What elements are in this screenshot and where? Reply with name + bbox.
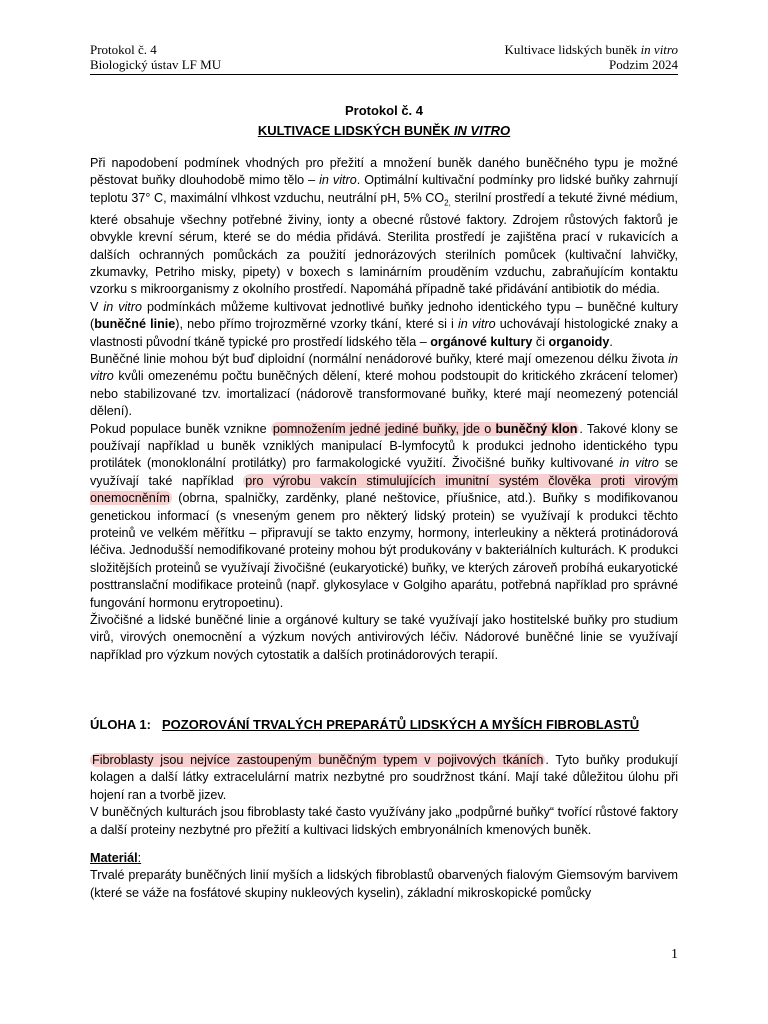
header-right — [504, 42, 678, 72]
subtitle-em: IN VITRO — [453, 123, 511, 138]
task-1-label: ÚLOHA 1: — [90, 717, 151, 732]
page-title: Protokol č. 4 — [344, 103, 424, 118]
highlight-vaccines: pro výrobu vakcín stimulujících imunitní systém člověka proti virovým onemocněním — [90, 473, 678, 506]
paragraph-4: Pokud populace buněk vznikne pomnožením jedné jediné buňky, jde o buněčný klon . Takové klony se používají například u buněk vzniklých manipulací B-lymfocytů k produkci jednoho identického typu protilátek (monoklonální protilátky) pro farmakologické využití. Živočišné buňky kultivované in vitro se využívají také například pro výrobu vakcín stimulujících imunitní systém člověka proti virovým onemocněním (obrna, spalničky, zarděnky, plané neštovice, příušnice, atd.). Buňky s modifikovanou genetickou informací (s vneseným genem pro některý lidský protein) se využívají k produkci těchto proteinů ve velkém měřítku – připravují se takto enzymy, hormony, interleukiny a některá protinádorová léčiva. Jednodušší nemodifikované proteiny mohou být produkovány v bakteriálních kulturách. K produkci složitějších proteinů se využívají živočišné (eukaryotické) buňky, ve kterých zároveň probíhá eukaryotické posttranslační modifikace proteinů (např. glykosylace v Golgiho aparátu, potřebná například pro správné fungování hormonu erytropoetinu). — [90, 421, 679, 610]
header-protocol-number: Protokol č. 4 — [90, 42, 157, 57]
title-block — [90, 101, 678, 141]
paragraph-3: Buněčné linie mohou být buď diploidní (normální nenádorové buňky, které mají omezenou délku života in vitro kvůli omezenému počtu buněčných dělení, které mohou podstoupit do kritického zkrácení telomer) nebo stabilizované tzv. imortalizací (nádorově transformované buňky, které mají neomezený potenciál dělení). — [90, 351, 678, 419]
header-course-title — [504, 42, 678, 57]
intro-section — [90, 155, 678, 664]
paragraph-1: Při napodobení podmínek vhodných pro přežití a množení buněk daného buněčného typu je možné pěstovat buňky dlouhodobě mimo tělo – in vitro. Optimální kultivační podmínky pro lidské buňky zahrnují teplotu 37° C, maximální vlhkost vzduchu, neutrální pH, 5% $CO_{2,}$ sterilní prostředí a tekuté živné médium, které obsahuje všechny potřebné živiny, ionty a obecné růstové faktory. Zdrojem růstových faktorů je obvykle krevní sérum, které se do média přidává. Sterilita prostředí je zajištěna prací v rukavicích a dalších ochranných pomůckách za použití jednorázových sterilních pomůcek (kultivační lahvičky, zkumavky, Petriho misky, pipety) v boxech s laminárním prouděním vzduchu, zabraňujícím kontaktu vzorku s mikroorganismy z okolního prostředí. Napomáhá případně také přidávání antibiotik do média. — [90, 156, 678, 297]
header-institute: Biologický ústav LF MU — [90, 57, 222, 72]
paragraph-8: Trvalé preparáty buněčných linií myších a lidských fibroblastů obarvených fialovým Giemsovým barvivem (které se váže na fosfátové skupiny nukleových kyselin), základní mikroskopické pomůcky — [90, 868, 678, 900]
header-rule — [90, 74, 678, 75]
task-1-section — [90, 752, 678, 902]
paragraph-2: V in vitro podmínkách můžeme kultivovat jednotlivé buňky jednoho identického typu – buněčné kultury (buněčné linie), nebo přímo trojrozměrné vzorky tkání, které si i in vitro uchovávají histologické znaky a vlastnosti původní tkáně typické pro prostředí lidského těla – orgánové kultury či organoidy. — [90, 299, 678, 349]
paragraph-5: Živočišné a lidské buněčné linie a orgánové kultury se také využívají jako hostitelské buňky pro studium virů, virových onemocnění a výzkum nových antivirových léčiv. Nádorové buněčné linie se využívají například pro výzkum nových cytostatik a dalších protinádorových terapií. — [90, 613, 678, 662]
header-course-em: in vitro — [640, 42, 678, 57]
header-semester: Podzim 2024 — [609, 57, 678, 72]
task-1-name: POZOROVÁNÍ TRVALÝCH PREPARÁTŮ LIDSKÝCH A MYŠÍCH FIBROBLASTŮ — [162, 717, 640, 732]
subtitle-text: KULTIVACE LIDSKÝCH BUNĚK — [257, 123, 454, 138]
header-left — [90, 42, 221, 72]
header-course-text: Kultivace lidských buněk — [504, 42, 641, 57]
page-subtitle — [90, 121, 678, 141]
page-number: 1 — [671, 947, 678, 962]
highlight-fibroblasts: Fibroblasty jsou nejvíce zastoupeným buněčným typem v pojivových tkáních — [92, 753, 544, 767]
highlight-clone: pomnožením jedné jediné buňky, jde o buněčný klon — [272, 421, 578, 436]
task-1-heading — [90, 717, 678, 732]
paragraph-7: V buněčných kulturách jsou fibroblasty také často využívány jako „podpůrné buňky“ tvořící růstové faktory a další proteiny nezbytné pro přežití a kultivaci lidských embryonálních kmenových buněk. — [90, 805, 679, 837]
paragraph-6: Fibroblasty jsou nejvíce zastoupeným buněčným typem v pojivových tkáních . Tyto buňky produkují kolagen a další látky extracelulární matrix nezbytné pro soudržnost tkání. Mají také důležitou úlohu při hojení ran a tvorbě jizev. — [90, 753, 678, 802]
material-heading: Materiál: — [90, 851, 142, 866]
